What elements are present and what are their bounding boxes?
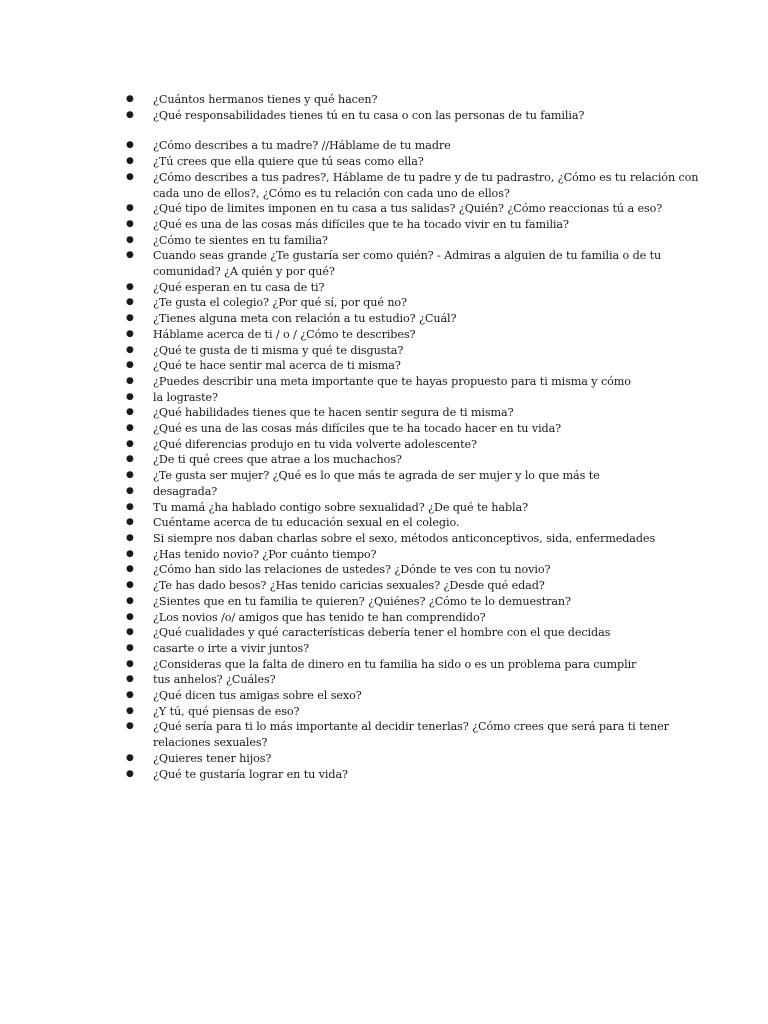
bullet-icon: ●	[126, 705, 134, 716]
list-item	[126, 138, 626, 154]
bullet-icon: ●	[126, 485, 134, 496]
list-item	[126, 92, 626, 108]
question-text: ¿Sientes que en tu familia te quieren? ¿Quiénes? ¿Cómo te lo demuestran?	[153, 594, 571, 608]
bullet-icon: ●	[126, 423, 134, 434]
list-item	[126, 515, 626, 531]
list-item	[126, 562, 626, 578]
bullet-icon: ●	[126, 250, 134, 261]
list-item	[126, 108, 626, 124]
list-item	[126, 327, 626, 343]
question-text: ¿Tú crees que ella quiere que tú seas como ella?	[153, 155, 424, 169]
question-list	[126, 92, 699, 782]
question-text: Si siempre nos daban charlas sobre el sexo, métodos anticonceptivos, sida, enfermedades	[153, 531, 656, 545]
list-item	[126, 484, 626, 500]
question-text: casarte o irte a vivir juntos?	[153, 641, 310, 655]
question-text: ¿Consideras que la falta de dinero en tu familia ha sido o es un problema para cumplir	[153, 657, 637, 671]
question-text: ¿Cómo han sido las relaciones de ustedes? ¿Dónde te ves con tu novio?	[153, 563, 551, 577]
list-item	[126, 154, 626, 170]
list-item	[126, 610, 626, 626]
bullet-icon: ●	[126, 328, 134, 339]
list-item	[126, 405, 626, 421]
list-item	[126, 468, 626, 484]
question-text: ¿Te gusta el colegio? ¿Por qué sí, por qué no?	[153, 296, 407, 310]
bullet-icon: ●	[126, 532, 134, 543]
question-text: ¿Quieres tener hijos?	[153, 751, 272, 765]
bullet-icon: ●	[126, 470, 134, 481]
list-item	[126, 374, 631, 390]
bullet-icon: ●	[126, 438, 134, 449]
list-item	[126, 452, 626, 468]
bullet-icon: ●	[126, 344, 134, 355]
bullet-icon: ●	[126, 281, 134, 292]
bullet-icon: ●	[126, 375, 134, 386]
question-text: relaciones sexuales?	[153, 736, 268, 750]
bullet-icon: ●	[126, 611, 134, 622]
list-item	[126, 641, 626, 657]
bullet-icon: ●	[126, 580, 134, 591]
question-text: ¿Puedes describir una meta importante que te hayas propuesto para ti misma y cómo	[153, 374, 631, 388]
list-item	[126, 578, 626, 594]
list-item	[126, 233, 626, 249]
bullet-icon: ●	[126, 690, 134, 701]
list-item	[126, 688, 626, 704]
list-item	[126, 672, 626, 688]
list-item	[126, 280, 626, 296]
question-text: ¿Cuántos hermanos tienes y qué hacen?	[153, 93, 378, 106]
question-text: ¿Qué te gustaría lograr en tu vida?	[153, 767, 348, 781]
bullet-icon: ●	[126, 517, 134, 528]
list-item	[126, 704, 626, 720]
bullet-icon: ●	[126, 564, 134, 575]
bullet-icon: ●	[126, 658, 134, 669]
question-text: ¿Y tú, qué piensas de eso?	[153, 704, 300, 718]
bullet-icon: ●	[126, 674, 134, 685]
list-item	[126, 421, 626, 437]
question-text: Cuéntame acerca de tu educación sexual en el colegio.	[153, 516, 460, 530]
bullet-icon: ●	[126, 721, 134, 732]
list-item	[126, 311, 626, 327]
question-text: ¿De ti qué crees que atrae a los muchachos?	[153, 453, 402, 467]
bullet-icon: ●	[126, 313, 134, 324]
list-item	[126, 719, 669, 750]
question-text: ¿Qué te hace sentir mal acerca de ti misma?	[153, 359, 401, 373]
list-item	[126, 217, 626, 233]
bullet-icon: ●	[126, 768, 134, 779]
list-item	[126, 625, 626, 641]
bullet-icon: ●	[126, 140, 134, 151]
bullet-icon: ●	[126, 407, 134, 418]
list-item	[126, 201, 663, 217]
question-text: comunidad? ¿A quién y por qué?	[153, 265, 335, 279]
list-item	[126, 531, 656, 547]
list-item	[126, 594, 626, 610]
bullet-icon: ●	[126, 156, 134, 167]
question-text: ¿Tienes alguna meta con relación a tu estudio? ¿Cuál?	[153, 312, 457, 326]
bullet-icon: ●	[126, 297, 134, 308]
list-item	[126, 751, 626, 767]
question-text: ¿Qué es una de las cosas más difíciles que te ha tocado vivir en tu familia?	[153, 217, 569, 231]
list-item	[126, 500, 626, 516]
question-text: ¿Qué es una de las cosas más difíciles que te ha tocado hacer en tu vida?	[153, 422, 562, 436]
question-text: ¿Qué tipo de limites imponen en tu casa a tus salidas? ¿Quién? ¿Cómo reaccionas tú a eso?	[153, 202, 663, 216]
bullet-icon: ●	[126, 627, 134, 638]
bullet-icon: ●	[126, 391, 134, 402]
question-text: Háblame acerca de ti / o / ¿Cómo te describes?	[153, 327, 416, 341]
question-text: ¿Cómo describes a tu madre? //Háblame de tu madre	[153, 139, 451, 153]
question-text: ¿Te has dado besos? ¿Has tenido caricias sexuales? ¿Desde qué edad?	[153, 579, 545, 593]
list-item	[126, 358, 626, 374]
question-text: ¿Qué diferencias produjo en tu vida volverte adolescente?	[153, 437, 477, 451]
bullet-icon: ●	[126, 234, 134, 245]
list-item	[126, 170, 699, 201]
question-text: Tu mamá ¿ha hablado contigo sobre sexualidad? ¿De qué te habla?	[153, 500, 528, 514]
list-item	[126, 547, 626, 563]
bullet-icon: ●	[126, 171, 134, 182]
bullet-icon: ●	[126, 94, 134, 104]
list-item	[126, 295, 626, 311]
question-text: ¿Qué cualidades y qué características debería tener el hombre con el que decidas	[153, 626, 611, 640]
bullet-icon: ●	[126, 109, 134, 120]
bullet-icon: ●	[126, 360, 134, 371]
question-text: la lograste?	[153, 390, 218, 404]
question-text: desagrada?	[153, 484, 218, 498]
list-item	[126, 437, 626, 453]
question-text: ¿Qué dicen tus amigas sobre el sexo?	[153, 689, 362, 703]
question-text: ¿Qué responsabilidades tienes tú en tu casa o con las personas de tu familia?	[153, 108, 585, 122]
bullet-icon: ●	[126, 501, 134, 512]
question-text: ¿Has tenido novio? ¿Por cuánto tiempo?	[153, 547, 377, 561]
bullet-icon: ●	[126, 548, 134, 559]
question-text: Cuando seas grande ¿Te gustaría ser como quién? - Admiras a alguien de tu familia o de tu	[153, 249, 662, 263]
bullet-icon: ●	[126, 595, 134, 606]
list-item	[126, 343, 626, 359]
list-item	[126, 657, 637, 673]
question-text: ¿Te gusta ser mujer? ¿Qué es lo que más te agrada de ser mujer y lo que más te	[153, 469, 600, 483]
bullet-icon: ●	[126, 454, 134, 465]
question-text: cada uno de ellos?, ¿Cómo es tu relación con cada uno de ellos?	[153, 186, 510, 200]
bullet-icon: ●	[126, 218, 134, 229]
question-text: ¿Qué esperan en tu casa de ti?	[153, 280, 325, 294]
question-text: ¿Cómo describes a tus padres?, Háblame de tu padre y de tu padrastro, ¿Cómo es tu relación con	[153, 170, 699, 184]
question-text: ¿Qué habilidades tienes que te hacen sentir segura de ti misma?	[153, 406, 514, 420]
question-text: ¿Los novios /o/ amigos que has tenido te han comprendido?	[153, 610, 486, 624]
list-item	[126, 248, 662, 279]
bullet-icon: ●	[126, 203, 134, 214]
question-text: ¿Cómo te sientes en tu familia?	[153, 233, 328, 247]
list-item	[126, 767, 626, 783]
list-item	[126, 390, 626, 406]
question-text: ¿Qué te gusta de ti misma y qué te disgusta?	[153, 343, 404, 357]
bullet-icon: ●	[126, 642, 134, 653]
question-text: ¿Qué sería para ti lo más importante al decidir tenerlas? ¿Cómo crees que será para ti tener	[153, 720, 669, 734]
bullet-icon: ●	[126, 752, 134, 763]
question-text: tus anhelos? ¿Cuáles?	[153, 673, 276, 687]
